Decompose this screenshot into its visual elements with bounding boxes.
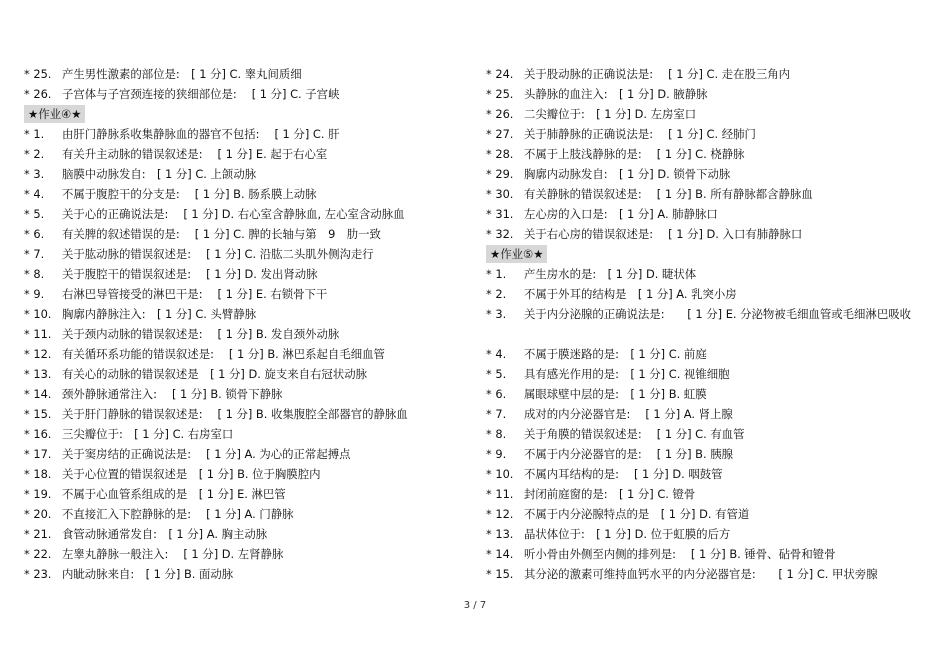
question-item [486, 224, 926, 244]
question-number: * 9. [486, 447, 507, 461]
question-item [486, 84, 926, 104]
question-number: * 32. [486, 227, 514, 241]
question-item [486, 504, 926, 524]
section-heading [486, 244, 926, 264]
question-text: 二尖瓣位于: [ 1 分] D. 左房室口 [524, 107, 697, 121]
question-text: 关于心的正确说法是: [ 1 分] D. 右心室含静脉血, 左心室含动脉血 [62, 207, 405, 221]
question-number: * 26. [486, 107, 514, 121]
question-text: 不属于心血管系组成的是 [ 1 分] E. 淋巴管 [62, 487, 286, 501]
question-text: 有关静脉的错误叙述是: [ 1 分] B. 所有静脉都含静脉血 [524, 187, 813, 201]
question-number: * 19. [24, 487, 52, 501]
question-item [486, 144, 926, 164]
question-item [24, 244, 464, 264]
question-text: 颈外静脉通常注入: [ 1 分] B. 锁骨下静脉 [62, 387, 283, 401]
question-number: * 24. [486, 67, 514, 81]
question-text: 关于肱动脉的错误叙述是: [ 1 分] C. 沿肱二头肌外侧沟走行 [62, 247, 374, 261]
question-item [486, 264, 926, 284]
question-item [486, 304, 926, 344]
question-number: * 11. [24, 327, 52, 341]
question-item [24, 544, 464, 564]
question-item [24, 464, 464, 484]
question-item [24, 184, 464, 204]
question-item [486, 284, 926, 304]
question-number: * 5. [486, 367, 507, 381]
question-text: 不直接汇入下腔静脉的是: [ 1 分] A. 门静脉 [62, 507, 294, 521]
question-text: 封闭前庭窗的是: [ 1 分] C. 镫骨 [524, 487, 696, 501]
question-item [486, 104, 926, 124]
question-number: * 9. [24, 287, 45, 301]
question-item [24, 304, 464, 324]
question-text: 属眼球壁中层的是: [ 1 分] B. 虹膜 [524, 387, 707, 401]
question-item [486, 444, 926, 464]
question-item [486, 184, 926, 204]
question-number: * 4. [486, 347, 507, 361]
question-item [486, 344, 926, 364]
question-number: * 29. [486, 167, 514, 181]
question-item [486, 424, 926, 444]
question-item [24, 444, 464, 464]
question-text: 关于股动脉的正确说法是: [ 1 分] C. 走在股三角内 [524, 67, 791, 81]
question-number: * 21. [24, 527, 52, 541]
question-item [486, 464, 926, 484]
question-number: * 2. [486, 287, 507, 301]
question-item [24, 344, 464, 364]
right-column [486, 64, 926, 584]
question-text: 成对的内分泌器官是: [ 1 分] A. 肾上腺 [524, 407, 733, 421]
question-text: 关于角膜的错误叙述是: [ 1 分] C. 有血管 [524, 427, 745, 441]
question-text: 关于腹腔干的错误叙述是: [ 1 分] D. 发出肾动脉 [62, 267, 318, 281]
question-item [486, 204, 926, 224]
question-number: * 3. [24, 167, 45, 181]
question-text: 具有感光作用的是: [ 1 分] C. 视锥细胞 [524, 367, 730, 381]
question-item [24, 364, 464, 384]
question-text: 有关循环系功能的错误叙述是: [ 1 分] B. 淋巴系起自毛细血管 [62, 347, 385, 361]
question-text: 不属于外耳的结构是 [ 1 分] A. 乳突小房 [524, 287, 737, 301]
question-item [24, 404, 464, 424]
question-text: 关于颈内动脉的错误叙述是: [ 1 分] B. 发自颈外动脉 [62, 327, 340, 341]
question-number: * 12. [486, 507, 514, 521]
question-number: * 13. [486, 527, 514, 541]
question-number: * 20. [24, 507, 52, 521]
question-item [486, 544, 926, 564]
question-item [486, 524, 926, 544]
question-item [486, 404, 926, 424]
question-text: 不属于内分泌器官的是: [ 1 分] B. 胰腺 [524, 447, 733, 461]
question-text: 关于内分泌腺的正确说法是: [ 1 分] E. 分泌物被毛细血管或毛细淋巴吸收 [524, 307, 911, 321]
question-text: 不属于膜迷路的是: [ 1 分] C. 前庭 [524, 347, 707, 361]
question-item [24, 224, 464, 244]
question-text: 脑膜中动脉发自: [ 1 分] C. 上颌动脉 [62, 167, 257, 181]
question-number: * 7. [486, 407, 507, 421]
question-text: 关于肝门静脉的错误叙述是: [ 1 分] B. 收集腹腔全部器官的静脉血 [62, 407, 408, 421]
page-number: 3 / 7 [463, 600, 487, 611]
question-number: * 11. [486, 487, 514, 501]
question-text: 胸廓内静脉注入: [ 1 分] C. 头臂静脉 [62, 307, 257, 321]
question-number: * 5. [24, 207, 45, 221]
question-item [24, 264, 464, 284]
question-text: 不属于内分泌腺特点的是 [ 1 分] D. 有管道 [524, 507, 750, 521]
question-text: 食管动脉通常发自: [ 1 分] A. 胸主动脉 [62, 527, 268, 541]
question-item [24, 124, 464, 144]
question-number: * 23. [24, 567, 52, 581]
question-number: * 25. [24, 67, 52, 81]
question-text: 左睾丸静脉一般注入: [ 1 分] D. 左肾静脉 [62, 547, 284, 561]
question-item [24, 484, 464, 504]
question-number: * 28. [486, 147, 514, 161]
question-text: 三尖瓣位于: [ 1 分] C. 右房室口 [62, 427, 234, 441]
section-heading-label: ★作业⑤★ [486, 245, 547, 263]
question-item [24, 384, 464, 404]
question-item [24, 504, 464, 524]
question-number: * 8. [486, 427, 507, 441]
question-text: 胸廓内动脉发自: [ 1 分] D. 锁骨下动脉 [524, 167, 731, 181]
question-item [486, 164, 926, 184]
question-number: * 6. [24, 227, 45, 241]
question-item [486, 124, 926, 144]
question-item [24, 564, 464, 584]
question-text: 有关脾的叙述错误的是: [ 1 分] C. 脾的长轴与第 9 肋一致 [62, 227, 381, 241]
question-text: 子宫体与子宫颈连接的狭细部位是: [ 1 分] C. 子宫峡 [62, 87, 340, 101]
question-item [486, 484, 926, 504]
question-number: * 22. [24, 547, 52, 561]
question-number: * 8. [24, 267, 45, 281]
question-text: 产生房水的是: [ 1 分] D. 睫状体 [524, 267, 697, 281]
question-text: 有关升主动脉的错误叙述是: [ 1 分] E. 起于右心室 [62, 147, 328, 161]
question-text: 关于肺静脉的正确说法是: [ 1 分] C. 经肺门 [524, 127, 756, 141]
question-number: * 27. [486, 127, 514, 141]
question-text: 关于心位置的错误叙述是 [ 1 分] B. 位于胸膜腔内 [62, 467, 321, 481]
question-number: * 4. [24, 187, 45, 201]
question-item [486, 64, 926, 84]
question-text: 内眦动脉来自: [ 1 分] B. 面动脉 [62, 567, 234, 581]
question-number: * 18. [24, 467, 52, 481]
question-number: * 31. [486, 207, 514, 221]
question-item [486, 564, 926, 584]
question-number: * 14. [24, 387, 52, 401]
question-text: 不属于腹腔干的分支是: [ 1 分] B. 肠系膜上动脉 [62, 187, 317, 201]
question-number: * 12. [24, 347, 52, 361]
question-item [24, 524, 464, 544]
left-column [24, 64, 464, 584]
question-number: * 16. [24, 427, 52, 441]
question-number: * 15. [24, 407, 52, 421]
question-item [24, 144, 464, 164]
question-item [486, 384, 926, 404]
question-item [24, 164, 464, 184]
question-number: * 3. [486, 307, 507, 321]
section-heading-label: ★作业④★ [24, 105, 85, 123]
question-number: * 10. [24, 307, 52, 321]
question-item [24, 284, 464, 304]
question-text: 听小骨由外侧至内侧的排列是: [ 1 分] B. 锤骨、砧骨和镫骨 [524, 547, 836, 561]
question-number: * 1. [486, 267, 507, 281]
question-text: 有关心的动脉的错误叙述是 [ 1 分] D. 旋支来自右冠状动脉 [62, 367, 367, 381]
question-text: 其分泌的激素可维持血钙水平的内分泌器官是: [ 1 分] C. 甲状旁腺 [524, 567, 878, 581]
question-number: * 15. [486, 567, 514, 581]
question-number: * 1. [24, 127, 45, 141]
question-number: * 2. [24, 147, 45, 161]
section-heading [24, 104, 464, 124]
question-item [24, 84, 464, 104]
question-number: * 6. [486, 387, 507, 401]
question-number: * 10. [486, 467, 514, 481]
question-text: 左心房的入口是: [ 1 分] A. 肺静脉口 [524, 207, 718, 221]
question-text: 关于窦房结的正确说法是: [ 1 分] A. 为心的正常起搏点 [62, 447, 351, 461]
question-number: * 17. [24, 447, 52, 461]
question-number: * 30. [486, 187, 514, 201]
question-text: 不属内耳结构的是: [ 1 分] D. 咽鼓管 [524, 467, 723, 481]
question-text: 由肝门静脉系收集静脉血的器官不包括: [ 1 分] C. 肝 [62, 127, 340, 141]
question-number: * 7. [24, 247, 45, 261]
question-text: 右淋巴导管接受的淋巴干是: [ 1 分] E. 右锁骨下干 [62, 287, 328, 301]
question-number: * 14. [486, 547, 514, 561]
question-text: 产生男性激素的部位是: [ 1 分] C. 睾丸间质细 [62, 67, 302, 81]
question-number: * 25. [486, 87, 514, 101]
question-text: 头静脉的血注入: [ 1 分] D. 腋静脉 [524, 87, 708, 101]
question-text: 不属于上肢浅静脉的是: [ 1 分] C. 桡静脉 [524, 147, 745, 161]
question-text: 晶状体位于: [ 1 分] D. 位于虹膜的后方 [524, 527, 731, 541]
question-number: * 26. [24, 87, 52, 101]
question-item [486, 364, 926, 384]
question-item [24, 424, 464, 444]
question-item [24, 204, 464, 224]
question-number: * 13. [24, 367, 52, 381]
question-item [24, 324, 464, 344]
question-item [24, 64, 464, 84]
question-text: 关于右心房的错误叙述是: [ 1 分] D. 入口有肺静脉口 [524, 227, 803, 241]
